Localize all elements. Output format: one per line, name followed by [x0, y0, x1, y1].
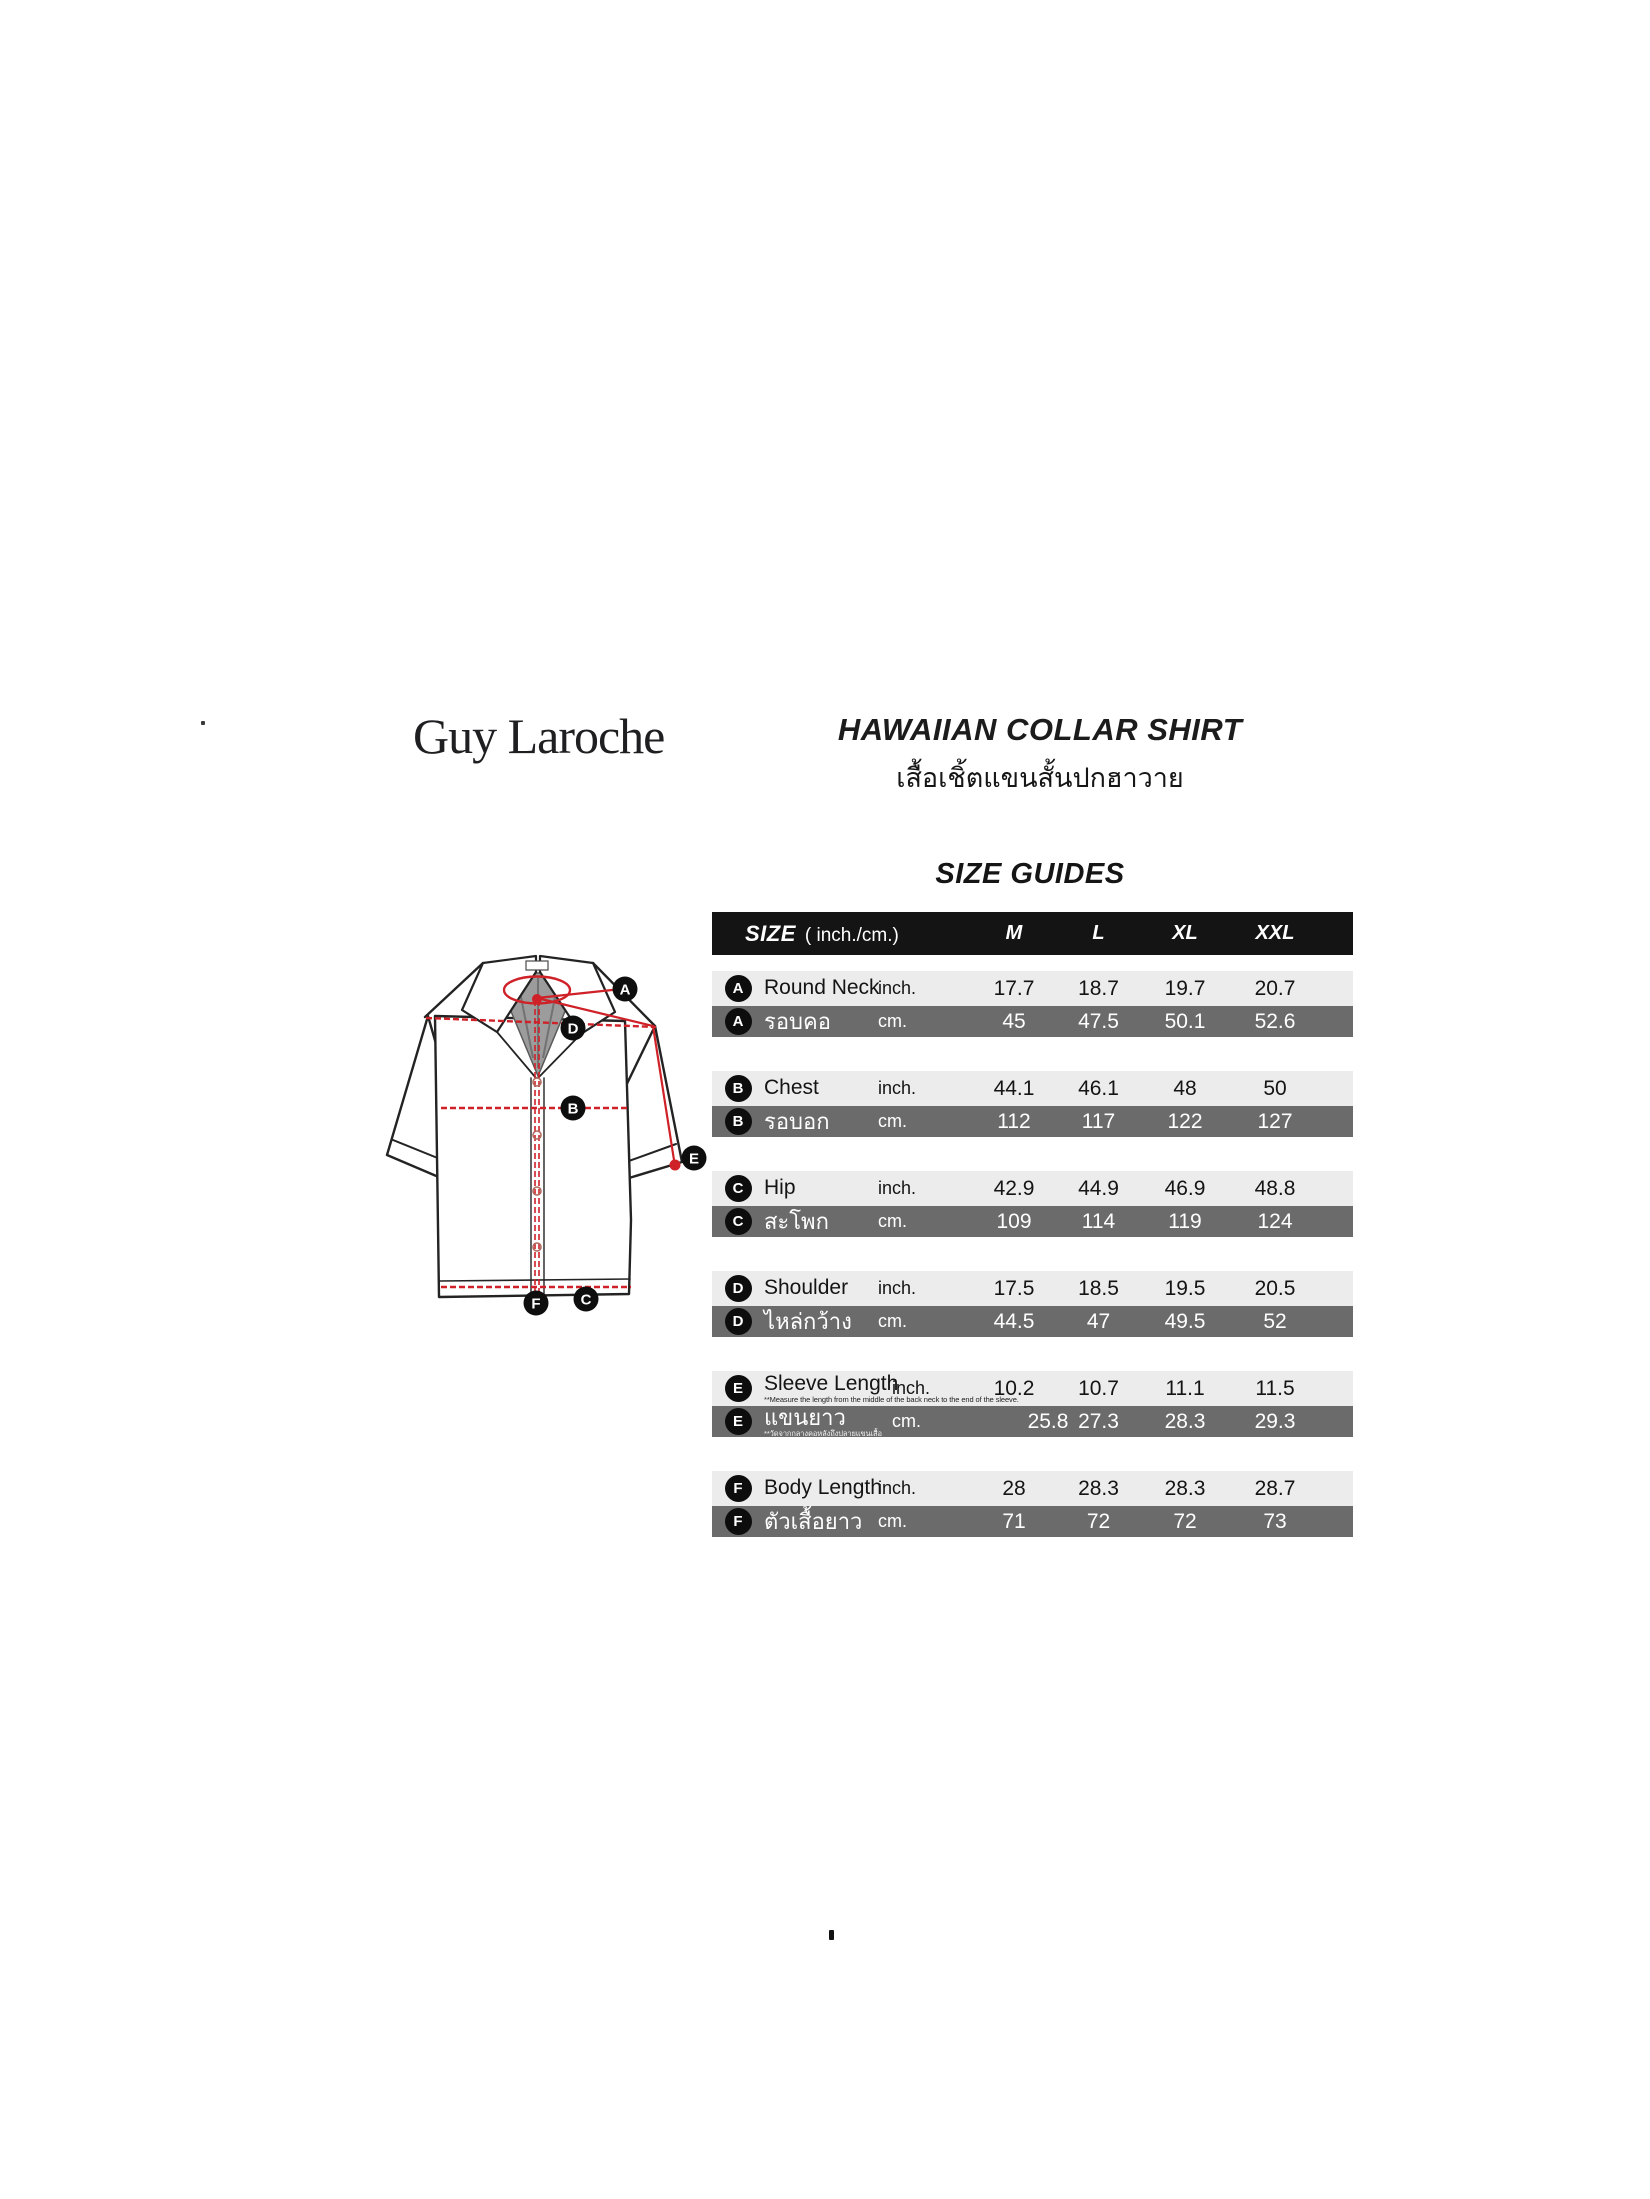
measure-value: 109 — [996, 1209, 1032, 1233]
diagram-badge-a — [613, 977, 638, 1002]
unit-label: inch. — [878, 1178, 917, 1198]
measure-row-f-dark — [712, 1506, 1353, 1537]
measure-value: 122 — [1167, 1109, 1203, 1133]
measure-value: 11.1 — [1165, 1376, 1205, 1400]
measure-label: ตัวเสื้อยาว — [764, 1508, 863, 1534]
measure-label: รอบคอ — [764, 1008, 831, 1034]
measure-badge: E — [725, 1375, 752, 1402]
measure-value: 19.5 — [1164, 1276, 1206, 1300]
unit-label: cm. — [892, 1411, 921, 1432]
measure-value: 50.1 — [1164, 1009, 1206, 1033]
measure-badge: A — [725, 1008, 752, 1035]
unit-label: inch. — [878, 1278, 917, 1298]
measure-value: 17.7 — [993, 976, 1035, 1000]
measure-label: Chest — [764, 1076, 819, 1100]
measure-badge: C — [725, 1208, 752, 1235]
measure-label: Round Neck — [764, 976, 880, 1000]
measure-value: 28.3 — [1078, 1476, 1119, 1500]
column-header-l: L — [1092, 922, 1105, 944]
measure-group-d — [712, 1271, 1353, 1337]
svg-text:B: B — [567, 1100, 579, 1118]
measure-row-d-dark — [712, 1306, 1353, 1337]
measure-group-c — [712, 1171, 1353, 1237]
measure-value: 20.7 — [1254, 976, 1296, 1000]
measure-row-c-dark — [712, 1206, 1353, 1237]
svg-text:C: C — [580, 1291, 592, 1309]
measure-value: 47 — [1086, 1309, 1111, 1333]
measure-value: 117 — [1081, 1109, 1116, 1133]
unit-label: inch. — [892, 1378, 931, 1398]
measure-group-b — [712, 1071, 1353, 1137]
measure-value: 48.8 — [1254, 1176, 1296, 1200]
unit-label: cm. — [878, 1311, 907, 1331]
measure-value: 48 — [1173, 1076, 1197, 1100]
measure-row-d-light — [712, 1271, 1353, 1306]
measure-value: 47.5 — [1078, 1009, 1119, 1033]
measure-label: Shoulder — [764, 1276, 849, 1300]
measure-value: 28.3 — [1164, 1409, 1206, 1433]
size-header-label — [712, 921, 971, 947]
size-label: SIZE — [745, 920, 796, 946]
measure-value: 44.5 — [993, 1309, 1035, 1333]
measure-badge: D — [725, 1275, 752, 1302]
measure-group-a — [712, 971, 1353, 1037]
measure-label: แขนยาว **วัดจากกลางคอหลังถึงปลายแขนเสื้อ — [764, 1405, 882, 1439]
measure-label: Hip — [764, 1176, 796, 1200]
column-header-m: M — [1005, 922, 1023, 944]
svg-text:E: E — [688, 1150, 700, 1168]
measure-badge: F — [725, 1475, 752, 1502]
measure-value: 52.6 — [1254, 1009, 1296, 1033]
measure-value: 18.7 — [1078, 976, 1119, 1000]
measure-label: Body Length — [764, 1476, 882, 1500]
column-header-xl: XL — [1172, 922, 1198, 944]
diagram-badge-f — [524, 1291, 549, 1316]
size-guides-heading: SIZE GUIDES — [935, 858, 1125, 890]
measure-value: 46.1 — [1078, 1076, 1119, 1100]
measure-label: รอบอก — [764, 1108, 830, 1134]
diagram-badge-d — [561, 1016, 586, 1041]
measure-value: 114 — [1081, 1209, 1116, 1233]
brand-logo: Guy Laroche — [413, 708, 665, 764]
measure-group-f — [712, 1471, 1353, 1537]
measure-row-a-light — [712, 971, 1353, 1006]
unit-label: inch. — [878, 978, 917, 998]
measure-badge: E — [725, 1408, 752, 1435]
measure-value: 18.5 — [1078, 1276, 1119, 1300]
product-title: HAWAIIAN COLLAR SHIRT — [837, 712, 1243, 747]
measure-value: 17.5 — [993, 1276, 1035, 1300]
measure-group-e — [712, 1371, 1353, 1437]
column-header-xxl: XXL — [1255, 922, 1295, 944]
measure-badge: D — [725, 1308, 752, 1335]
measure-badge: A — [725, 975, 752, 1002]
measure-label: Sleeve Length **Measure the length from the middle of the back neck to the end of the sleeve. — [764, 1372, 1019, 1405]
measure-value: 52 — [1263, 1309, 1287, 1333]
measure-value: 72 — [1086, 1509, 1111, 1533]
measure-value: 28.7 — [1254, 1476, 1296, 1500]
diagram-badge-e — [682, 1146, 707, 1171]
diagram-badge-b — [561, 1096, 586, 1121]
size-table-header — [712, 912, 1353, 955]
measure-value: 10.7 — [1078, 1376, 1119, 1400]
svg-text:D: D — [567, 1020, 579, 1038]
stray-dot-mark — [201, 721, 205, 725]
measure-value: 28 — [1002, 1476, 1026, 1500]
unit-label: cm. — [878, 1511, 907, 1531]
measure-value: 44.1 — [993, 1076, 1035, 1100]
diagram-badge-c — [574, 1287, 599, 1312]
measure-row-b-dark — [712, 1106, 1353, 1137]
unit-note: ( inch./cm.) — [804, 924, 899, 946]
measure-footnote: **Measure the length from the middle of the back neck to the end of the sleeve. — [764, 1395, 1019, 1405]
measure-row-e-light — [712, 1371, 1353, 1406]
measure-value: 112 — [997, 1109, 1031, 1133]
product-title-thai: เสื้อเชิ้ตแขนสั้นปกฮาวาย — [896, 763, 1184, 793]
size-table — [712, 912, 1353, 1571]
svg-text:F: F — [531, 1295, 541, 1313]
measure-value: 42.9 — [993, 1176, 1035, 1200]
measure-value: 29.3 — [1254, 1409, 1296, 1433]
measure-value: 28.3 — [1164, 1476, 1206, 1500]
measure-value: 127 — [1257, 1109, 1293, 1133]
neck-label-tab — [526, 961, 548, 970]
measure-badge: B — [725, 1075, 752, 1102]
measure-value: 45 — [1002, 1009, 1026, 1033]
measure-label: สะโพก — [764, 1208, 829, 1234]
unit-label: cm. — [878, 1111, 907, 1131]
measure-value: 20.5 — [1254, 1276, 1296, 1300]
measure-value: 71 — [1002, 1509, 1026, 1533]
cuff-anchor-dot — [670, 1160, 681, 1171]
measure-value: 27.3 — [1078, 1409, 1119, 1433]
measure-row-f-light — [712, 1471, 1353, 1506]
measure-row-a-dark — [712, 1006, 1353, 1037]
measure-value: 124 — [1257, 1209, 1293, 1233]
measure-label: ไหล่กว้าง — [764, 1308, 852, 1334]
measure-value: 119 — [1168, 1209, 1202, 1233]
measure-value: 72 — [1173, 1509, 1197, 1533]
measure-value: 44.9 — [1078, 1176, 1119, 1200]
measure-value: 19.7 — [1164, 976, 1206, 1000]
unit-label: cm. — [878, 1211, 907, 1231]
measure-value: 11.5 — [1255, 1376, 1295, 1400]
unit-label: inch. — [878, 1078, 917, 1098]
measure-row-c-light — [712, 1171, 1353, 1206]
measure-row-e-dark — [712, 1406, 1353, 1437]
measure-footnote: **วัดจากกลางคอหลังถึงปลายแขนเสื้อ — [764, 1429, 882, 1439]
measure-value: 10.2 — [993, 1376, 1035, 1400]
measure-row-b-light — [712, 1071, 1353, 1106]
shirt-diagram — [340, 910, 720, 1320]
measure-value: 49.5 — [1164, 1309, 1206, 1333]
measure-badge: F — [725, 1508, 752, 1535]
measure-value: 50 — [1263, 1076, 1287, 1100]
size-table-rows — [712, 971, 1353, 1537]
unit-label: cm. — [878, 1011, 907, 1031]
measure-value: 46.9 — [1164, 1176, 1206, 1200]
neck-anchor-dot — [532, 994, 542, 1004]
unit-label: inch. — [878, 1478, 917, 1498]
measure-badge: B — [725, 1108, 752, 1135]
svg-text:A: A — [619, 981, 631, 999]
measure-badge: C — [725, 1175, 752, 1202]
measure-value: 25.8 — [1027, 1409, 1069, 1433]
measure-value: 73 — [1263, 1509, 1287, 1533]
stray-tick-mark — [829, 1930, 834, 1940]
title-block — [780, 712, 1300, 799]
